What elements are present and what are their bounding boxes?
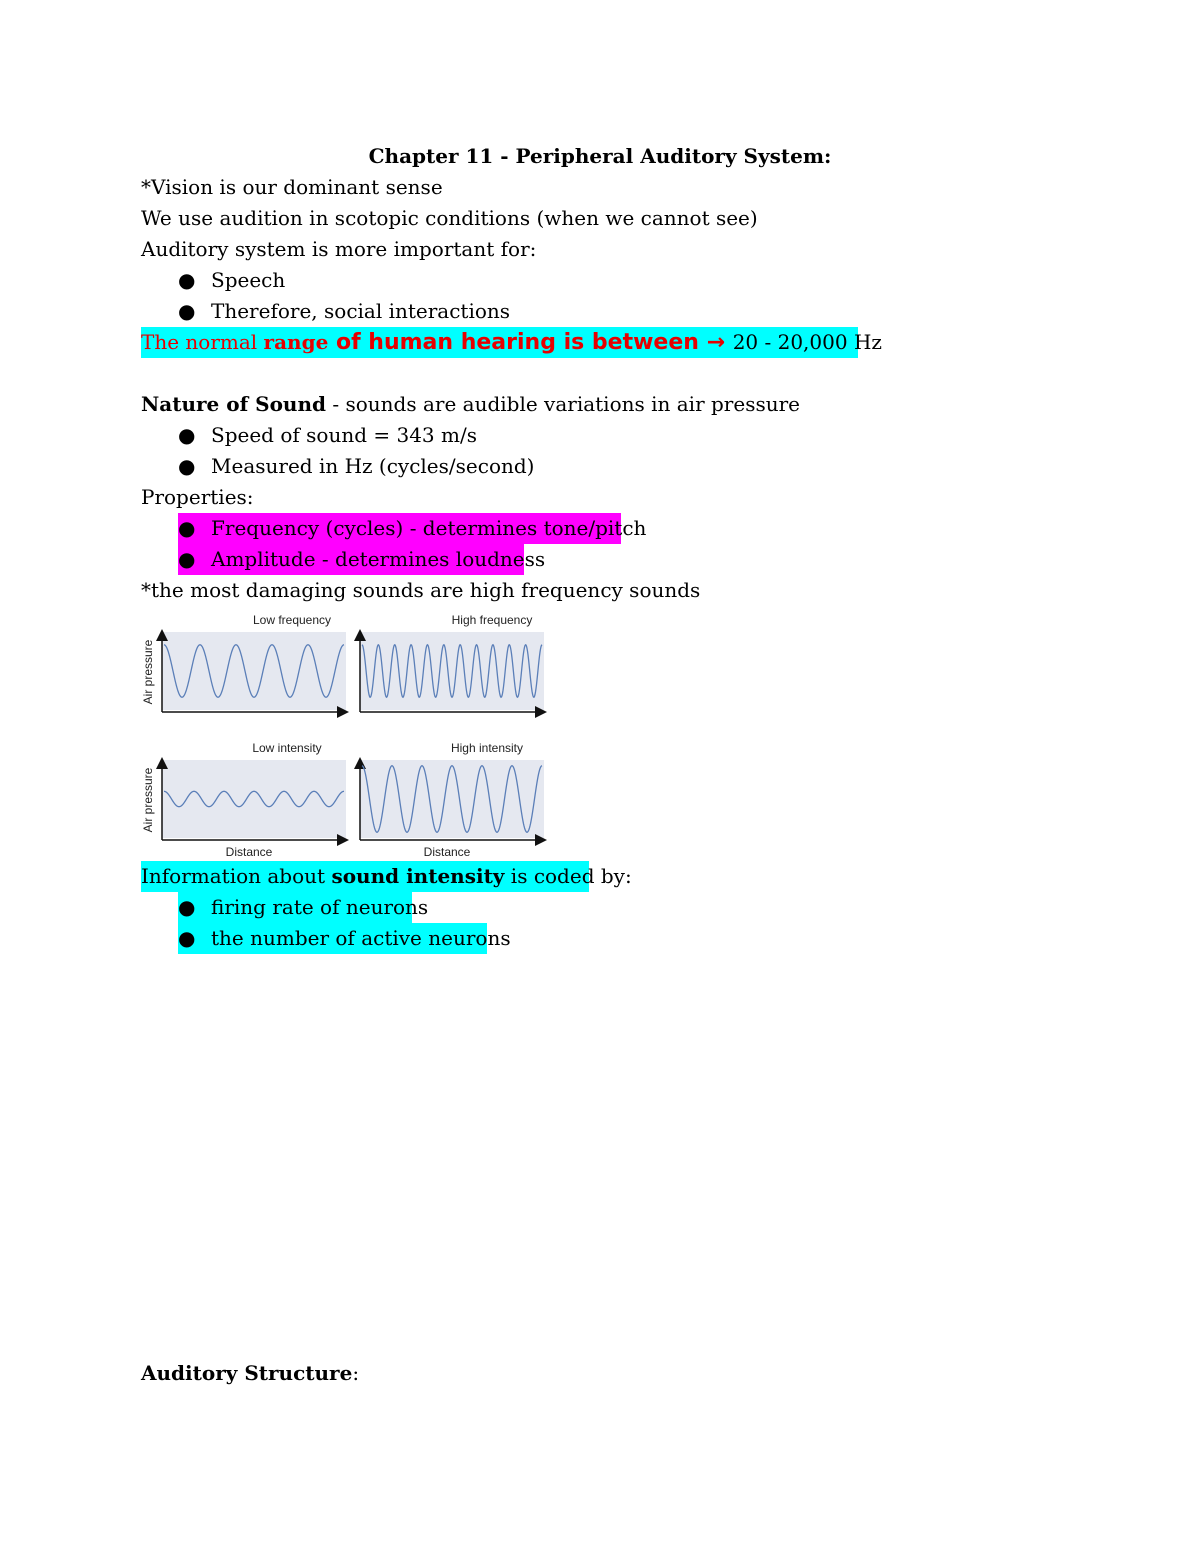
range-text-b: range [263, 330, 329, 354]
intro-line-vision: *Vision is our dominant sense [141, 175, 443, 199]
range-text-d: 20 - 20,000 Hz [732, 330, 882, 354]
bullet-icon: ● [178, 299, 196, 323]
list-item [178, 923, 511, 954]
sound-wave-figure [138, 608, 550, 862]
intensity-text-c: is coded by: [504, 864, 632, 888]
nature-heading: Nature of Sound [141, 392, 326, 416]
bullet-icon: ● [178, 268, 196, 292]
nature-line [141, 389, 800, 420]
list-item [178, 296, 510, 327]
list-item-text: Therefore, social interactions [211, 299, 511, 323]
structure-heading-text: Auditory Structure [141, 1361, 353, 1385]
bullet-icon: ● [178, 547, 196, 571]
properties-heading: Properties: [141, 485, 254, 509]
damaging-note: *the most damaging sounds are high frequency sounds [141, 578, 701, 602]
bullet-icon: ● [178, 454, 196, 478]
structure-heading-colon: : [352, 1361, 360, 1385]
panel-bg [162, 760, 346, 838]
panel-bg [162, 632, 346, 710]
list-item-text: Measured in Hz (cycles/second) [211, 454, 535, 478]
bullet-icon: ● [178, 926, 196, 950]
page-title: Chapter 11 - Peripheral Auditory System: [368, 144, 832, 168]
intro-line-important: Auditory system is more important for: [141, 237, 537, 261]
list-item [178, 265, 285, 296]
arrow-icon: → [698, 330, 733, 355]
list-item-text: firing rate of neurons [211, 895, 429, 919]
list-item-text: the number of active neurons [211, 926, 511, 950]
list-item [178, 892, 429, 923]
panel-label-low-frequency: Low frequency [252, 613, 332, 627]
x-axis-label: Distance [423, 845, 471, 859]
panel-bg [360, 632, 544, 710]
hearing-range-line [141, 327, 882, 358]
intro-line-audition: We use audition in scotopic conditions (when we cannot see) [141, 206, 758, 230]
intensity-coding-line [141, 861, 632, 892]
x-axis-label: Distance [225, 845, 273, 859]
list-item [178, 513, 647, 544]
y-axis-label: Air pressure [141, 767, 155, 833]
bullet-icon: ● [178, 423, 196, 447]
panel-label-high-frequency: High frequency [451, 613, 533, 627]
list-item-text: Speed of sound = 343 m/s [211, 423, 477, 447]
list-item [178, 544, 546, 575]
range-text-c: of human hearing is between [328, 330, 699, 355]
y-axis-label: Air pressure [141, 639, 155, 705]
nature-rest: - sounds are audible variations in air pressure [326, 392, 800, 416]
panel-label-low-intensity: Low intensity [252, 741, 322, 755]
list-item-text: Frequency (cycles) - determines tone/pitch [211, 516, 647, 540]
panel-bg [360, 760, 544, 838]
bullet-icon: ● [178, 516, 196, 540]
list-item-text: Amplitude - determines loudness [211, 547, 546, 571]
list-item-text: Speech [211, 268, 286, 292]
list-item [178, 451, 534, 482]
intensity-text-b: sound intensity [331, 864, 505, 888]
bullet-icon: ● [178, 895, 196, 919]
auditory-structure-heading [141, 1358, 359, 1389]
range-text-a: The normal [141, 330, 264, 354]
panel-label-high-intensity: High intensity [450, 741, 524, 755]
intensity-text-a: Information about [141, 864, 332, 888]
list-item [178, 420, 477, 451]
